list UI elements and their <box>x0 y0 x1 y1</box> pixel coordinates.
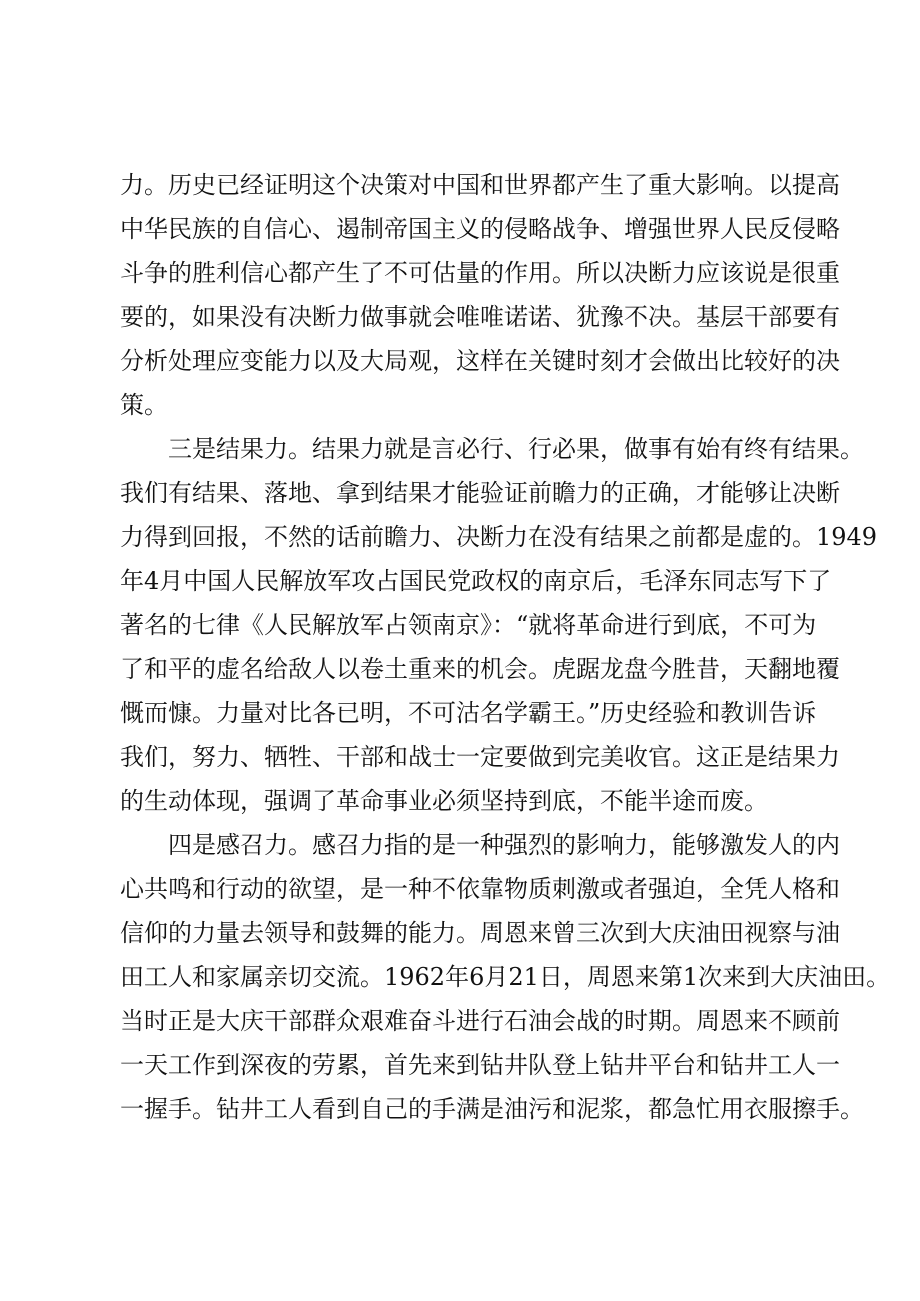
paragraph-first-line: 三是结果力。结果力就是言必行、行必果，做事有始有终有结果。 <box>168 435 864 463</box>
text-line: 慨而慷。力量对比各已明，不可沽名学霸王。”历史经验和教训告诉 <box>120 699 817 727</box>
text-line: 要的，如果没有决断力做事就会唯唯诺诺、犹豫不决。基层干部要有 <box>120 303 840 331</box>
text-line: 斗争的胜利信心都产生了不可估量的作用。所以决断力应该说是很重 <box>120 259 840 287</box>
text-line: 我们有结果、落地、拿到结果才能验证前瞻力的正确，才能够让决断 <box>120 479 840 507</box>
text-line: 力得到回报，不然的话前瞻力、决断力在没有结果之前都是虚的。1949 <box>120 523 878 551</box>
text-line: 策。 <box>120 391 168 419</box>
text-line: 著名的七律《人民解放军占领南京》：“就将革命进行到底，不可为 <box>120 611 817 639</box>
text-line: 一天工作到深夜的劳累，首先来到钻井队登上钻井平台和钻井工人一 <box>120 1051 840 1079</box>
text-line: 当时正是大庆干部群众艰难奋斗进行石油会战的时期。周恩来不顾前 <box>120 1007 840 1035</box>
text-line: 力。历史已经证明这个决策对中国和世界都产生了重大影响。以提高 <box>120 171 840 199</box>
text-line: 的生动体现，强调了革命事业必须坚持到底，不能半途而废。 <box>120 787 768 815</box>
text-line: 分析处理应变能力以及大局观，这样在关键时刻才会做出比较好的决 <box>120 347 840 375</box>
text-line: 年4月中国人民解放军攻占国民党政权的南京后，毛泽东同志写下了 <box>120 567 832 595</box>
text-line: 中华民族的自信心、遏制帝国主义的侵略战争、增强世界人民反侵略 <box>120 215 840 243</box>
text-line: 田工人和家属亲切交流。1962年6月21日，周恩来第1次来到大庆油田。 <box>120 963 891 991</box>
text-line: 心共鸣和行动的欲望，是一种不依靠物质刺激或者强迫，全凭人格和 <box>120 875 840 903</box>
text-line: 一握手。钻井工人看到自己的手满是油污和泥浆，都急忙用衣服擦手。 <box>120 1095 864 1123</box>
text-line: 了和平的虚名给敌人以卷土重来的机会。虎踞龙盘今胜昔，天翻地覆 <box>120 655 840 683</box>
text-line: 信仰的力量去领导和鼓舞的能力。周恩来曾三次到大庆油田视察与油 <box>120 919 840 947</box>
paragraph-first-line: 四是感召力。感召力指的是一种强烈的影响力，能够激发人的内 <box>168 831 840 859</box>
text-line: 我们，努力、牺牲、干部和战士一定要做到完美收官。这正是结果力 <box>120 743 840 771</box>
